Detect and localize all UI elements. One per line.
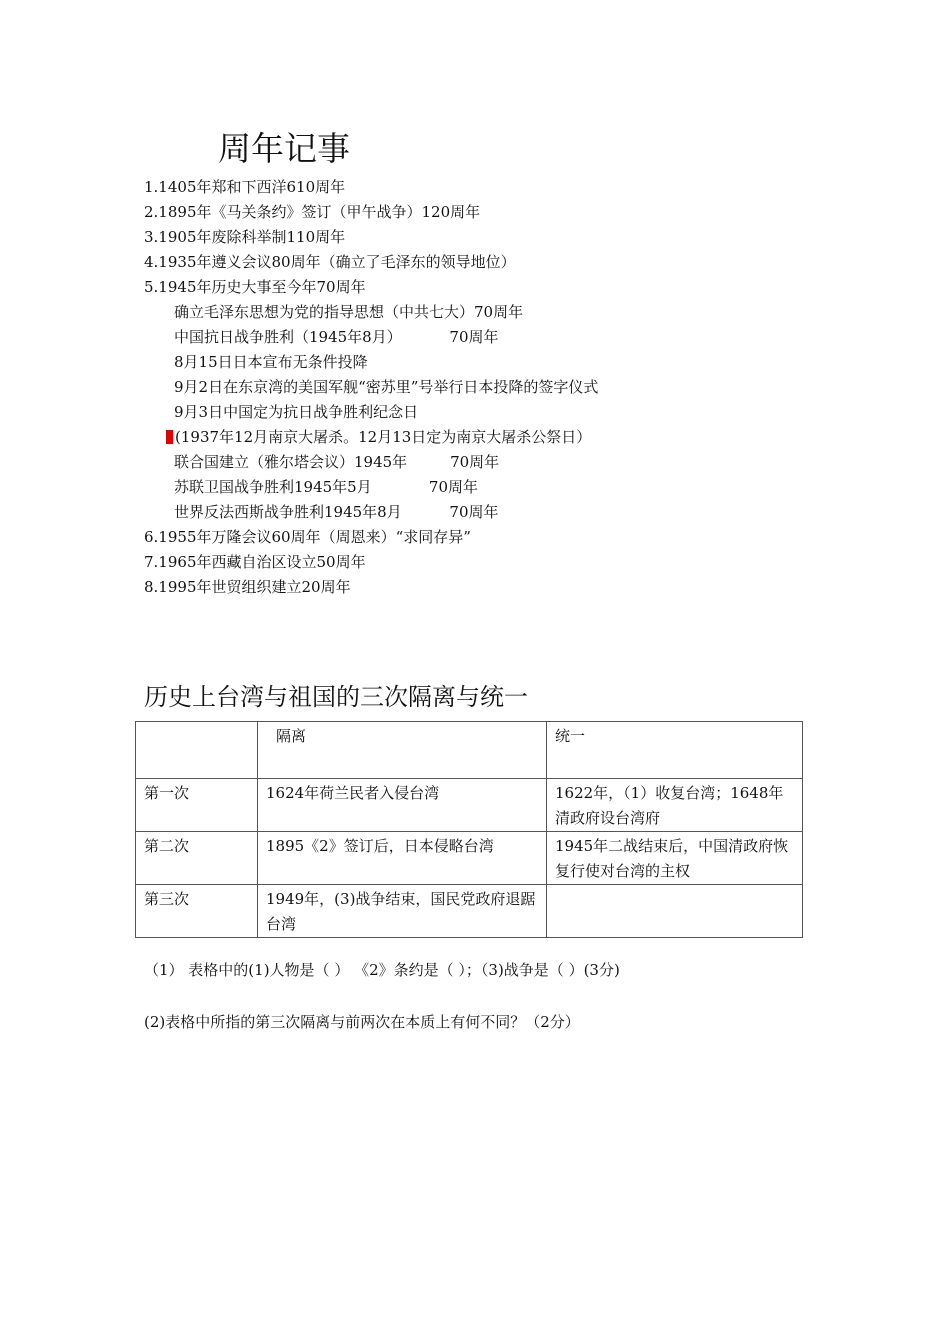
table-cell: 1949年，(3)战争结束，国民党政府退踞台湾 [258, 885, 547, 938]
table-header-row [136, 722, 803, 779]
table-header-cell: 隔离 [258, 722, 547, 779]
sub-list-item: 确立毛泽东思想为党的指导思想（中共七大）70周年 [174, 303, 524, 321]
sub-list-item-marked [144, 425, 598, 450]
page-title: 周年记事 [218, 129, 350, 168]
table-header-cell [136, 722, 258, 779]
list-item: 5.1945年历史大事至今年70周年 [144, 278, 366, 296]
section-title: 历史上台湾与祖国的三次隔离与统一 [144, 683, 528, 711]
table-cell: 第二次 [136, 832, 258, 885]
list-item: 6.1955年万隆会议60周年（周恩来）“求同存异” [144, 528, 471, 546]
list-item: 1.1405年郑和下西洋610周年 [144, 178, 346, 196]
sub-list-item: 9月2日在东京湾的美国军舰“密苏里”号举行日本投降的签字仪式 [174, 378, 599, 396]
taiwan-table [135, 721, 803, 938]
table-cell [547, 885, 803, 938]
red-marker-icon [166, 430, 173, 444]
table-row [136, 832, 803, 885]
sub-list-item: 8月15日日本宣布无条件投降 [174, 353, 368, 371]
sub-list-item-text: (1937年12月南京大屠杀。12月13日定为南京大屠杀公祭日） [175, 428, 592, 446]
sub-list-item: 世界反法西斯战争胜利1945年8月 70周年 [174, 503, 499, 521]
question-1: （1） 表格中的(1)人物是（ ） 《2》条约是（ ）；（3)战争是（ ）(3分) [144, 961, 620, 979]
table-header-cell: 统一 [547, 722, 803, 779]
list-item: 3.1905年废除科举制110周年 [144, 228, 346, 246]
sub-list-item: 苏联卫国战争胜利1945年5月 70周年 [174, 478, 479, 496]
list-item: 4.1935年遵义会议80周年（确立了毛泽东的领导地位） [144, 253, 516, 271]
list-item: 8.1995年世贸组织建立20周年 [144, 578, 351, 596]
table-cell: 1624年荷兰民者入侵台湾 [258, 779, 547, 832]
anniversary-list [144, 175, 598, 600]
table-cell: 第三次 [136, 885, 258, 938]
table-row [136, 779, 803, 832]
table-row [136, 885, 803, 938]
sub-list-item: 中国抗日战争胜利（1945年8月） 70周年 [174, 328, 499, 346]
sub-list-item: 联合国建立（雅尔塔会议）1945年 70周年 [174, 453, 500, 471]
question-2: (2)表格中所指的第三次隔离与前两次在本质上有何不同？（2分） [144, 1013, 580, 1031]
list-item: 7.1965年西藏自治区设立50周年 [144, 553, 366, 571]
list-item: 2.1895年《马关条约》签订（甲午战争）120周年 [144, 203, 481, 221]
table-cell: 1622年，（1）收复台湾；1648年清政府设台湾府 [547, 779, 803, 832]
table-cell: 第一次 [136, 779, 258, 832]
sub-list-item: 9月3日中国定为抗日战争胜利纪念日 [174, 403, 419, 421]
table-cell: 1945年二战结束后，中国清政府恢复行使对台湾的主权 [547, 832, 803, 885]
table-cell: 1895《2》签订后，日本侵略台湾 [258, 832, 547, 885]
